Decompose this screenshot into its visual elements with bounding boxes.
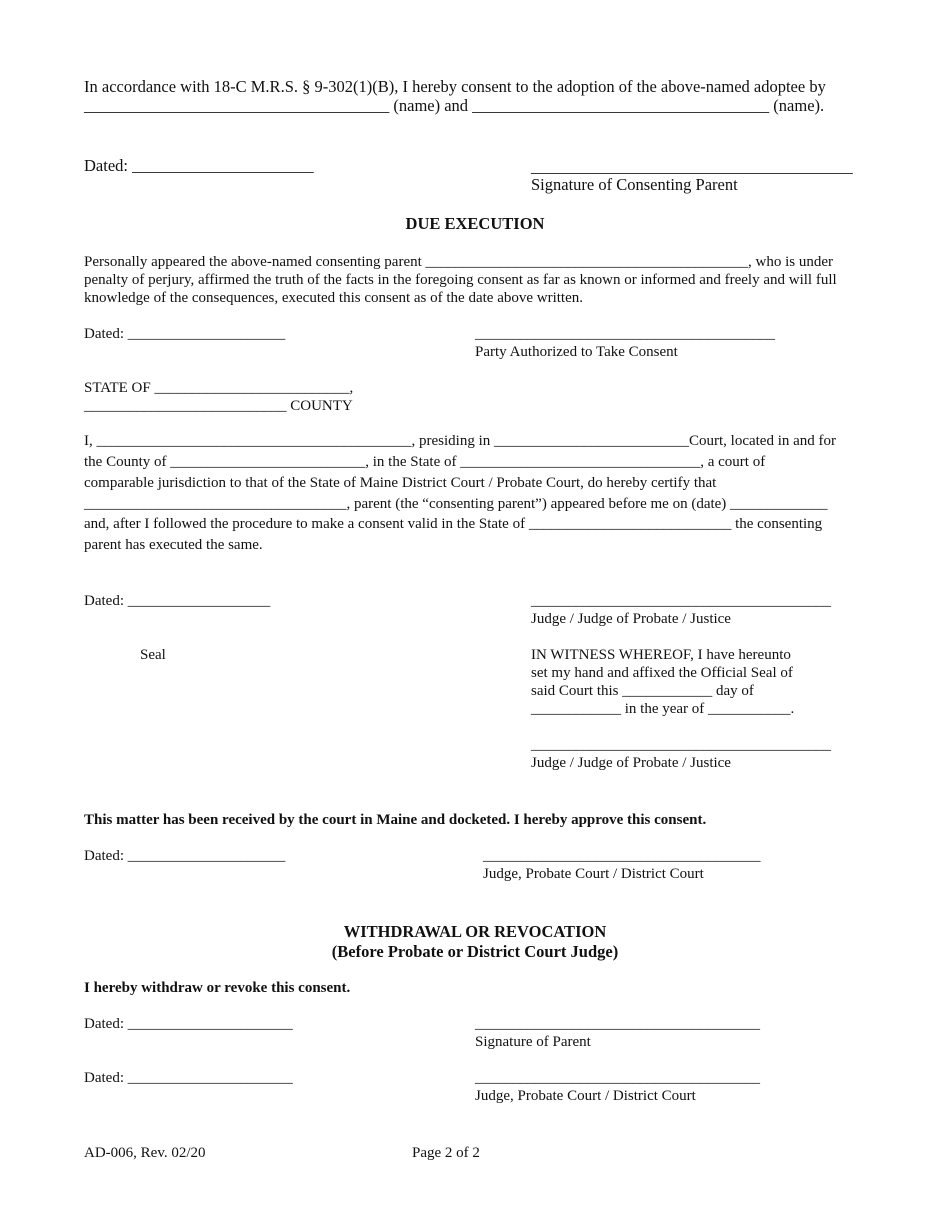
approval-dated-field[interactable]: Dated: _____________________ [84, 848, 286, 864]
certification-line-2[interactable]: the County of __________________________, in the State of ________________________________, a court of [84, 454, 766, 470]
withdrawal-heading: WITHDRAWAL OR REVOCATION [343, 922, 607, 941]
approval-statement: This matter has been received by the court in Maine and docketed. I hereby approve this consent. [84, 812, 707, 828]
certification-line-3: comparable jurisdiction to that of the State of Maine District Court / Probate Court, do hereby certify that [84, 475, 717, 491]
judge-signature-label: Judge / Judge of Probate / Justice [531, 611, 731, 627]
witness-statement-line-3[interactable]: said Court this ____________ day of [531, 683, 754, 699]
certification-line-1[interactable]: I, __________________________________________, presiding in __________________________Court, located in and for [84, 433, 837, 449]
consenting-parent-signature-line[interactable]: _______________________________________ [531, 157, 853, 176]
approval-judge-signature-label: Judge, Probate Court / District Court [483, 866, 704, 882]
authorized-party-signature-label: Party Authorized to Take Consent [475, 344, 678, 360]
county-field[interactable]: ___________________________ COUNTY [84, 398, 353, 414]
certification-line-5[interactable]: and, after I followed the procedure to make a consent valid in the State of ___________________________ the consenting [84, 516, 823, 532]
due-execution-paragraph-line-1[interactable]: Personally appeared the above-named consenting parent ___________________________________________, who is under [84, 254, 834, 270]
witness-statement-line-1: IN WITNESS WHEREOF, I have hereunto [531, 647, 791, 663]
parent-signature-label: Signature of Parent [475, 1034, 591, 1050]
withdrawal-judge-signature-line[interactable]: ______________________________________ [475, 1070, 760, 1086]
witness-statement-line-2: set my hand and affixed the Official Seal of [531, 665, 793, 681]
state-of-field[interactable]: STATE OF __________________________, [84, 380, 354, 396]
consent-dated-field[interactable]: Dated: ______________________ [84, 156, 314, 175]
judge-signature-line[interactable]: ________________________________________ [531, 593, 831, 609]
withdrawal-subheading: (Before Probate or District Court Judge) [331, 942, 619, 961]
judge-witness-signature-line[interactable]: ________________________________________ [531, 737, 831, 753]
due-execution-dated-field[interactable]: Dated: _____________________ [84, 326, 286, 342]
due-execution-heading: DUE EXECUTION [405, 214, 545, 233]
authorized-party-signature-line[interactable]: ________________________________________ [475, 326, 775, 342]
due-execution-paragraph-line-3: knowledge of the consequences, executed this consent as of the date above written. [84, 290, 583, 306]
approval-judge-signature-line[interactable]: _____________________________________ [483, 848, 761, 864]
withdrawal-dated-field-2[interactable]: Dated: ______________________ [84, 1070, 293, 1086]
certification-dated-field[interactable]: Dated: ___________________ [84, 593, 271, 609]
withdrawal-dated-field-1[interactable]: Dated: ______________________ [84, 1016, 293, 1032]
consent-name-fields-line[interactable]: _____________________________________ (name) and ____________________________________ (name). [84, 96, 825, 115]
judge-witness-signature-label: Judge / Judge of Probate / Justice [531, 755, 731, 771]
form-identifier: AD-006, Rev. 02/20 [84, 1145, 206, 1161]
due-execution-paragraph-line-2: penalty of perjury, affirmed the truth of the facts in the foregoing consent as far as known or informed and freely and will full [84, 272, 837, 288]
seal-label: Seal [140, 647, 166, 663]
consent-statement-line-1: In accordance with 18-C M.R.S. § 9-302(1)(B), I hereby consent to the adoption of the above-named adoptee by [84, 77, 826, 96]
certification-line-6: parent has executed the same. [84, 537, 263, 553]
withdrawal-statement: I hereby withdraw or revoke this consent. [84, 980, 351, 996]
certification-line-4[interactable]: ___________________________________, parent (the “consenting parent”) appeared before me on (date) _____________ [84, 496, 828, 512]
parent-signature-line[interactable]: ______________________________________ [475, 1016, 760, 1032]
withdrawal-judge-signature-label: Judge, Probate Court / District Court [475, 1088, 696, 1104]
consenting-parent-signature-label: Signature of Consenting Parent [531, 175, 738, 194]
page-number: Page 2 of 2 [412, 1145, 480, 1161]
witness-statement-line-4[interactable]: ____________ in the year of ___________. [531, 701, 795, 717]
